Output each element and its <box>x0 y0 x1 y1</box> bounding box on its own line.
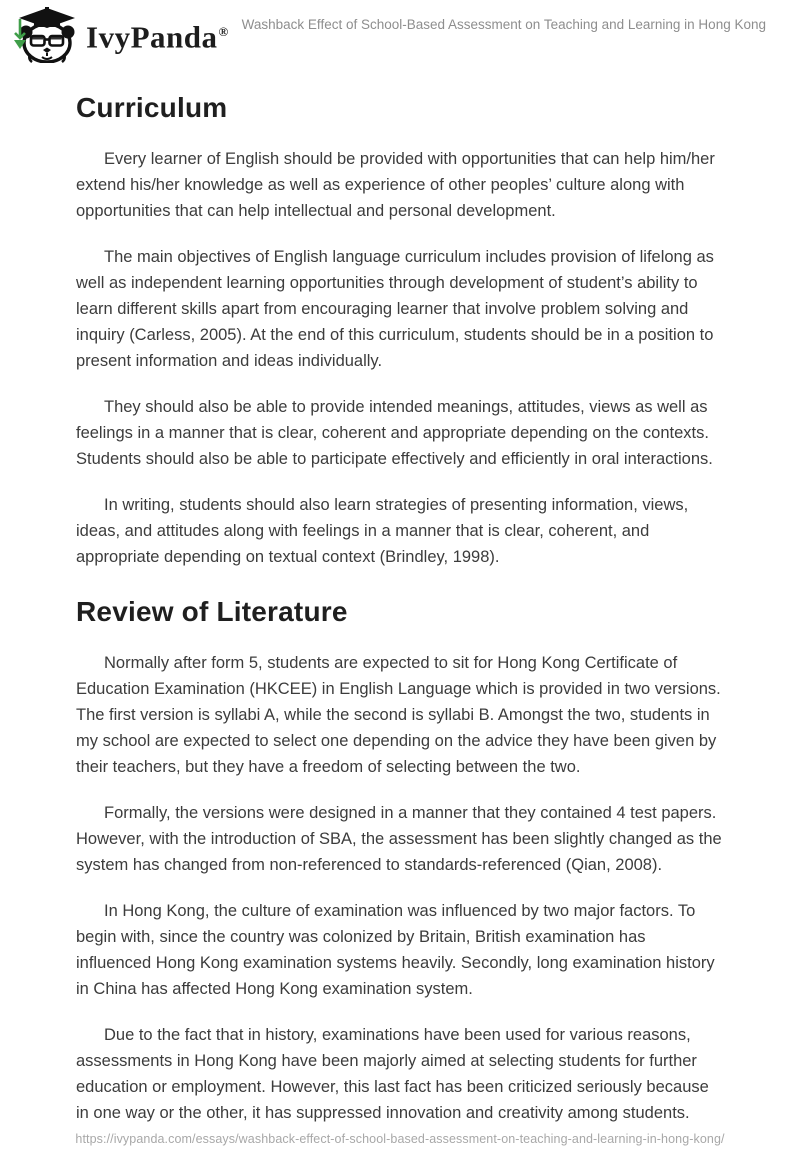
ivypanda-logo <box>10 4 229 65</box>
graduation-cap-icon <box>19 7 75 28</box>
footer-url: https://ivypanda.com/essays/washback-effect-of-school-based-assessment-on-teaching-and-learning-in-hong-kong/ <box>75 1132 725 1146</box>
essay-content <box>0 62 800 1126</box>
paragraph: The main objectives of English language curriculum includes provision of lifelong as well as independent learning opportunities through development of student’s ability to learn different skills apart from encouraging learner that involve problem solving and inquiry (Carless, 2005). At the end of this curriculum, students should be in a position to present information and ideas individually. <box>76 248 714 370</box>
paragraph: They should also be able to provide intended meanings, attitudes, views as well as feelings in a manner that is clear, coherent and appropriate depending on the contexts. Students should also be able to participate effectively and efficiently in oral interactions. <box>76 398 713 468</box>
section-heading-curriculum: Curriculum <box>76 92 228 123</box>
paragraph: In Hong Kong, the culture of examination was influenced by two major factors. To begin with, since the country was colonized by Britain, British examination has influenced Hong Kong examination systems heavily. Secondly, long examination history in China has affected Hong Kong examination system. <box>76 902 715 998</box>
paragraph: Formally, the versions were designed in a manner that they contained 4 test papers. However, with the introduction of SBA, the assessment has been slightly changed as the system has changed from non-referenced to standards-referenced (Qian, 2008). <box>76 804 722 874</box>
brand-wordmark: IvyPanda® <box>86 19 229 55</box>
document-header-title: Washback Effect of School-Based Assessment on Teaching and Learning in Hong Kong <box>241 17 766 32</box>
registered-trademark: ® <box>218 24 229 39</box>
page-header <box>0 0 800 62</box>
panda-graduate-icon <box>10 7 78 63</box>
paragraph: Every learner of English should be provided with opportunities that can help him/her extend his/her knowledge as well as experience of other peoples’ culture along with opportunities that can help intellectual and personal development. <box>76 150 715 220</box>
section-heading-review-of-literature: Review of Literature <box>76 596 348 627</box>
page-footer <box>0 1130 800 1148</box>
paragraph: Normally after form 5, students are expected to sit for Hong Kong Certificate of Education Examination (HKCEE) in English Language which is provided in two versions. The first version is syllabi A, while the second is syllabi B. Amongst the two, students in my school are expected to select one depending on the advice they have been given by their teachers, but they have a freedom of selecting between the two. <box>76 654 721 776</box>
paragraph: Due to the fact that in history, examinations have been used for various reasons, assessments in Hong Kong have been majorly aimed at selecting students for further education or employment. However, this last fact has been criticized seriously because in one way or the other, it has suppressed innovation and creativity among students. <box>76 1026 709 1122</box>
paragraph: In writing, students should also learn strategies of presenting information, views, ideas, and attitudes along with feelings in a manner that is clear, coherent, and appropriate depending on textual context (Brindley, 1998). <box>76 496 689 566</box>
